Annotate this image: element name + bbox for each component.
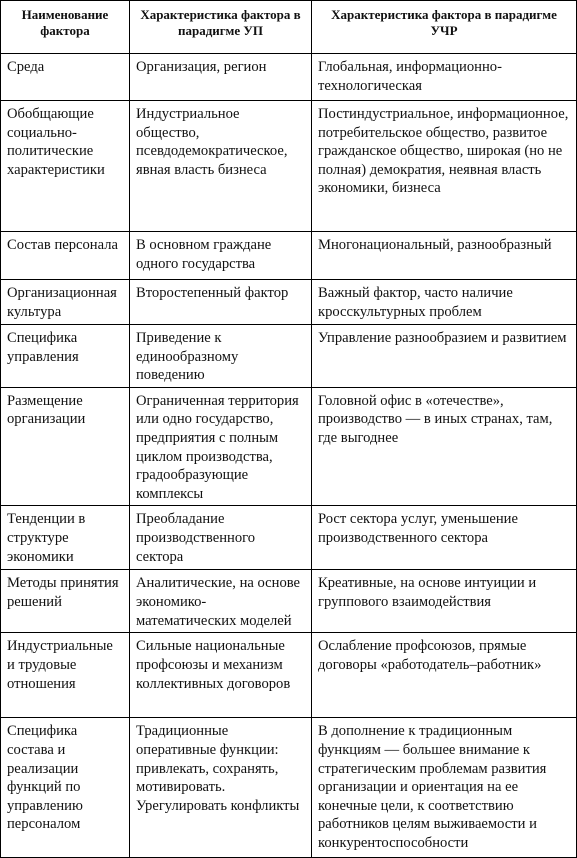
up-cell: Аналитические, на основе экономико-математических моделей <box>130 570 312 633</box>
factor-cell: Специфика управления <box>1 325 130 388</box>
factor-cell: Тенденции в структуре экономики <box>1 506 130 570</box>
table-row <box>1 232 577 280</box>
factor-cell: Специфика состава и реализации функций по управлению персоналом <box>1 718 130 858</box>
up-cell: Индустриальное общество, псевдодемократическое, явная власть бизнеса <box>130 101 312 232</box>
header-uchr: Характеристика фактора в парадигме УЧР <box>312 1 577 54</box>
table-row <box>1 325 577 388</box>
factor-cell: Среда <box>1 54 130 101</box>
header-up: Характеристика фактора в парадигме УП <box>130 1 312 54</box>
up-cell: Второстепенный фактор <box>130 280 312 325</box>
table-row <box>1 280 577 325</box>
table-row <box>1 570 577 633</box>
table-row <box>1 718 577 858</box>
up-cell: Приведение к единообразному поведению <box>130 325 312 388</box>
factor-cell: Размещение организации <box>1 387 130 506</box>
uchr-cell: Многонациональный, разнообразный <box>312 232 577 280</box>
table-row <box>1 387 577 506</box>
up-cell: Традиционные оперативные функции: привлекать, сохранять, мотивировать. Урегулировать конфликты <box>130 718 312 858</box>
factor-cell: Индустриальные и трудовые отношения <box>1 633 130 718</box>
header-factor-name: Наименование фактора <box>1 1 130 54</box>
factor-cell: Обобщающие социально-политические характеристики <box>1 101 130 232</box>
uchr-cell: Важный фактор, часто наличие кросскультурных проблем <box>312 280 577 325</box>
factor-cell: Методы принятия решений <box>1 570 130 633</box>
table-row <box>1 54 577 101</box>
up-cell: Ограниченная территория или одно государство, предприятия с полным циклом производства, градообразующие комплексы <box>130 387 312 506</box>
uchr-cell: Глобальная, информационно-технологическая <box>312 54 577 101</box>
factor-cell: Организационная культура <box>1 280 130 325</box>
up-cell: В основном граждане одного государства <box>130 232 312 280</box>
uchr-cell: Ослабление профсоюзов, прямые договоры «работодатель–работник» <box>312 633 577 718</box>
uchr-cell: Рост сектора услуг, уменьшение производственного сектора <box>312 506 577 570</box>
uchr-cell: Постиндустриальное, информационное, потребительское общество, развитое гражданское общество, широкая (но не полная) демократия, неявная власть экономики, бизнеса <box>312 101 577 232</box>
table-header-row <box>1 1 577 54</box>
up-cell: Организация, регион <box>130 54 312 101</box>
factor-cell: Состав персонала <box>1 232 130 280</box>
table-row <box>1 506 577 570</box>
uchr-cell: Креативные, на основе интуиции и группового взаимодействия <box>312 570 577 633</box>
table-row <box>1 101 577 232</box>
up-cell: Преобладание производственного сектора <box>130 506 312 570</box>
uchr-cell: Управление разнообразием и развитием <box>312 325 577 388</box>
uchr-cell: Головной офис в «отечестве», производство — в иных странах, там, где выгоднее <box>312 387 577 506</box>
table-row <box>1 633 577 718</box>
up-cell: Сильные национальные профсоюзы и механизм коллективных договоров <box>130 633 312 718</box>
uchr-cell: В дополнение к традиционным функциям — большее внимание к стратегическим проблемам развития организации и ориентация на ее конечные цели, к соответствию работников целям выживаемости и конкурентоспособности <box>312 718 577 858</box>
